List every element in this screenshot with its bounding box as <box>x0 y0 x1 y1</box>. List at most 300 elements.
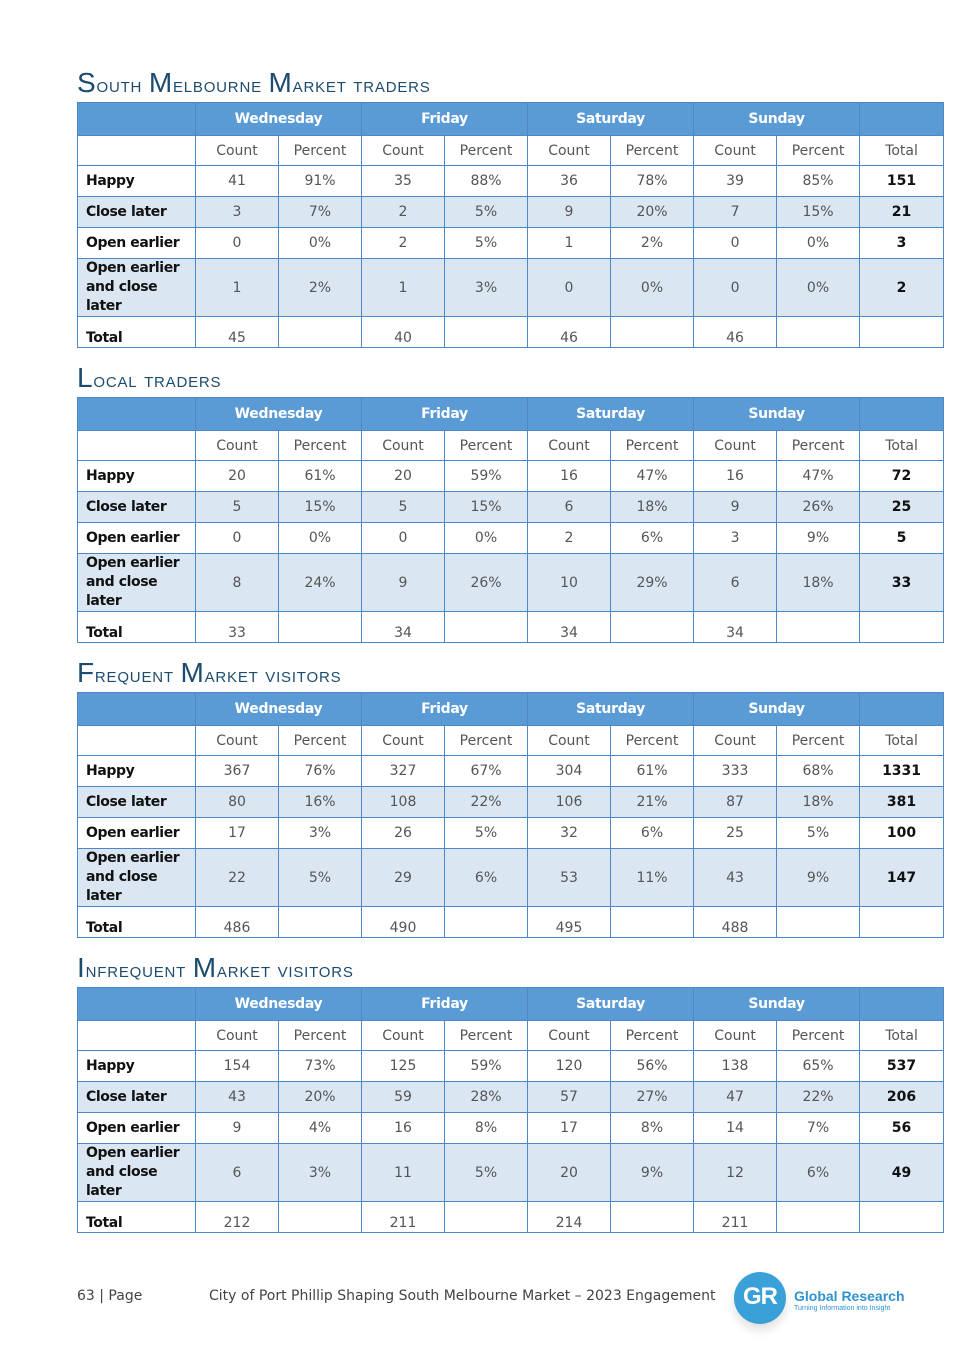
count-cell: 39 <box>694 166 777 197</box>
count-cell: 3 <box>196 197 279 228</box>
day-total-cell: 212 <box>196 1202 279 1233</box>
percent-cell: 26% <box>777 492 860 523</box>
percent-cell: 3% <box>279 818 362 849</box>
percent-cell: 6% <box>611 523 694 554</box>
count-header: Count <box>694 136 777 166</box>
table-row <box>78 756 944 787</box>
count-header: Count <box>694 431 777 461</box>
empty-cell <box>445 612 528 643</box>
row-total-cell: 100 <box>860 818 944 849</box>
day-total-cell: 490 <box>362 907 445 938</box>
row-label: Open earlier <box>78 523 196 554</box>
count-cell: 367 <box>196 756 279 787</box>
day-header: Friday <box>362 988 528 1021</box>
percent-cell: 6% <box>611 818 694 849</box>
percent-cell: 6% <box>445 849 528 907</box>
count-header: Count <box>362 431 445 461</box>
day-total-cell: 214 <box>528 1202 611 1233</box>
totals-row <box>78 317 944 348</box>
count-cell: 9 <box>362 554 445 612</box>
percent-cell: 9% <box>777 523 860 554</box>
totals-row <box>78 1202 944 1233</box>
count-cell: 53 <box>528 849 611 907</box>
count-cell: 16 <box>362 1113 445 1144</box>
percent-cell: 59% <box>445 461 528 492</box>
empty-cell <box>777 907 860 938</box>
empty-cell <box>777 317 860 348</box>
row-label: Happy <box>78 1051 196 1082</box>
day-header: Sunday <box>694 398 860 431</box>
count-cell: 9 <box>528 197 611 228</box>
day-header: Saturday <box>528 693 694 726</box>
count-cell: 125 <box>362 1051 445 1082</box>
day-total-cell: 33 <box>196 612 279 643</box>
day-header: Sunday <box>694 988 860 1021</box>
percent-cell: 68% <box>777 756 860 787</box>
day-header: Friday <box>362 103 528 136</box>
empty-cell <box>611 1202 694 1233</box>
count-cell: 32 <box>528 818 611 849</box>
percent-cell: 59% <box>445 1051 528 1082</box>
percent-cell: 85% <box>777 166 860 197</box>
percent-cell: 3% <box>279 1144 362 1202</box>
empty-cell <box>279 317 362 348</box>
document-title: City of Port Phillip Shaping South Melbourne Market – 2023 Engagement <box>209 1288 716 1304</box>
day-total-cell: 40 <box>362 317 445 348</box>
count-cell: 87 <box>694 787 777 818</box>
percent-cell: 9% <box>777 849 860 907</box>
percent-header: Percent <box>279 726 362 756</box>
empty-cell <box>860 317 944 348</box>
table-row <box>78 461 944 492</box>
percent-cell: 5% <box>279 849 362 907</box>
percent-cell: 47% <box>777 461 860 492</box>
table-row <box>78 554 944 612</box>
empty-cell <box>445 317 528 348</box>
logo-mark-icon <box>734 1272 786 1324</box>
count-cell: 0 <box>528 259 611 317</box>
table-row <box>78 849 944 907</box>
count-cell: 1 <box>362 259 445 317</box>
count-cell: 29 <box>362 849 445 907</box>
percent-cell: 15% <box>777 197 860 228</box>
count-cell: 0 <box>694 228 777 259</box>
total-header: Total <box>860 1021 944 1051</box>
header-blank <box>78 988 196 1021</box>
percent-cell: 6% <box>777 1144 860 1202</box>
percent-cell: 11% <box>611 849 694 907</box>
row-label: Happy <box>78 461 196 492</box>
percent-cell: 73% <box>279 1051 362 1082</box>
day-header: Friday <box>362 398 528 431</box>
percent-cell: 5% <box>445 197 528 228</box>
percent-cell: 8% <box>611 1113 694 1144</box>
percent-cell: 0% <box>611 259 694 317</box>
header-blank <box>78 726 196 756</box>
percent-cell: 28% <box>445 1082 528 1113</box>
empty-cell <box>279 907 362 938</box>
count-cell: 16 <box>694 461 777 492</box>
count-cell: 2 <box>362 228 445 259</box>
percent-cell: 0% <box>777 228 860 259</box>
day-header-row <box>78 988 944 1021</box>
percent-cell: 0% <box>777 259 860 317</box>
data-table <box>77 692 944 938</box>
row-total-cell: 537 <box>860 1051 944 1082</box>
table-row <box>78 166 944 197</box>
count-cell: 5 <box>362 492 445 523</box>
count-cell: 333 <box>694 756 777 787</box>
percent-cell: 22% <box>445 787 528 818</box>
empty-cell <box>611 907 694 938</box>
table-row <box>78 492 944 523</box>
row-label: Close later <box>78 1082 196 1113</box>
empty-cell <box>611 317 694 348</box>
day-header: Sunday <box>694 693 860 726</box>
day-header: Saturday <box>528 398 694 431</box>
header-blank <box>860 988 944 1021</box>
table-row <box>78 1051 944 1082</box>
count-cell: 5 <box>196 492 279 523</box>
count-cell: 35 <box>362 166 445 197</box>
logo-name: Global Research <box>794 1288 905 1304</box>
day-header: Wednesday <box>196 693 362 726</box>
totals-label: Total <box>78 612 196 643</box>
day-header: Saturday <box>528 103 694 136</box>
count-cell: 10 <box>528 554 611 612</box>
count-cell: 26 <box>362 818 445 849</box>
section-local-traders <box>77 359 943 643</box>
count-cell: 11 <box>362 1144 445 1202</box>
count-header: Count <box>362 726 445 756</box>
count-cell: 327 <box>362 756 445 787</box>
day-header-row <box>78 693 944 726</box>
percent-header: Percent <box>445 1021 528 1051</box>
count-cell: 9 <box>196 1113 279 1144</box>
row-total-cell: 49 <box>860 1144 944 1202</box>
count-header: Count <box>196 726 279 756</box>
percent-cell: 27% <box>611 1082 694 1113</box>
table-row <box>78 787 944 818</box>
header-blank <box>78 103 196 136</box>
data-table <box>77 987 944 1233</box>
percent-cell: 26% <box>445 554 528 612</box>
percent-header: Percent <box>445 726 528 756</box>
row-label: Open earlier and close later <box>78 849 196 907</box>
row-total-cell: 25 <box>860 492 944 523</box>
percent-cell: 20% <box>279 1082 362 1113</box>
percent-cell: 18% <box>611 492 694 523</box>
count-cell: 2 <box>362 197 445 228</box>
header-blank <box>860 693 944 726</box>
row-total-cell: 151 <box>860 166 944 197</box>
count-cell: 0 <box>196 228 279 259</box>
percent-cell: 5% <box>777 818 860 849</box>
day-header-row <box>78 398 944 431</box>
table-row <box>78 259 944 317</box>
percent-cell: 56% <box>611 1051 694 1082</box>
day-header: Wednesday <box>196 988 362 1021</box>
row-label: Happy <box>78 756 196 787</box>
percent-header: Percent <box>777 136 860 166</box>
header-blank <box>78 136 196 166</box>
percent-cell: 0% <box>279 228 362 259</box>
percent-cell: 7% <box>279 197 362 228</box>
table-row <box>78 523 944 554</box>
percent-header: Percent <box>445 431 528 461</box>
data-table <box>77 102 944 348</box>
row-label: Open earlier <box>78 228 196 259</box>
section-title: Local traders <box>77 362 222 393</box>
percent-cell: 16% <box>279 787 362 818</box>
totals-label: Total <box>78 1202 196 1233</box>
table-row <box>78 1082 944 1113</box>
row-label: Open earlier and close later <box>78 259 196 317</box>
header-blank <box>860 398 944 431</box>
percent-cell: 20% <box>611 197 694 228</box>
logo-mark-text: GR <box>743 1283 777 1310</box>
day-total-cell: 34 <box>694 612 777 643</box>
percent-header: Percent <box>777 726 860 756</box>
count-cell: 1 <box>196 259 279 317</box>
percent-cell: 22% <box>777 1082 860 1113</box>
count-header: Count <box>694 726 777 756</box>
page-number: 63 | Page <box>77 1288 143 1304</box>
row-total-cell: 147 <box>860 849 944 907</box>
count-header: Count <box>528 726 611 756</box>
day-header: Friday <box>362 693 528 726</box>
count-cell: 3 <box>694 523 777 554</box>
percent-cell: 61% <box>611 756 694 787</box>
totals-row <box>78 907 944 938</box>
row-label: Open earlier and close later <box>78 554 196 612</box>
count-cell: 20 <box>528 1144 611 1202</box>
row-total-cell: 2 <box>860 259 944 317</box>
count-cell: 108 <box>362 787 445 818</box>
percent-header: Percent <box>611 431 694 461</box>
count-header: Count <box>694 1021 777 1051</box>
data-table <box>77 397 944 643</box>
count-cell: 0 <box>196 523 279 554</box>
row-label: Open earlier <box>78 1113 196 1144</box>
table-row <box>78 1113 944 1144</box>
count-cell: 14 <box>694 1113 777 1144</box>
empty-cell <box>279 612 362 643</box>
subheader-row <box>78 136 944 166</box>
percent-cell: 8% <box>445 1113 528 1144</box>
table-row <box>78 197 944 228</box>
count-cell: 138 <box>694 1051 777 1082</box>
count-cell: 16 <box>528 461 611 492</box>
row-total-cell: 1331 <box>860 756 944 787</box>
count-cell: 36 <box>528 166 611 197</box>
section-infrequent-market-visitors <box>77 949 943 1233</box>
row-total-cell: 5 <box>860 523 944 554</box>
percent-cell: 91% <box>279 166 362 197</box>
count-cell: 0 <box>362 523 445 554</box>
day-total-cell: 211 <box>362 1202 445 1233</box>
totals-label: Total <box>78 317 196 348</box>
percent-cell: 29% <box>611 554 694 612</box>
percent-cell: 78% <box>611 166 694 197</box>
percent-cell: 7% <box>777 1113 860 1144</box>
total-header: Total <box>860 431 944 461</box>
section-south-melbourne-market-traders <box>77 64 943 348</box>
count-cell: 1 <box>528 228 611 259</box>
percent-header: Percent <box>445 136 528 166</box>
percent-cell: 0% <box>279 523 362 554</box>
count-header: Count <box>362 1021 445 1051</box>
row-total-cell: 21 <box>860 197 944 228</box>
total-header: Total <box>860 726 944 756</box>
day-total-cell: 46 <box>694 317 777 348</box>
percent-header: Percent <box>279 136 362 166</box>
percent-cell: 2% <box>611 228 694 259</box>
percent-cell: 15% <box>279 492 362 523</box>
percent-header: Percent <box>611 1021 694 1051</box>
percent-cell: 65% <box>777 1051 860 1082</box>
day-total-cell: 211 <box>694 1202 777 1233</box>
percent-header: Percent <box>611 136 694 166</box>
percent-cell: 2% <box>279 259 362 317</box>
totals-row <box>78 612 944 643</box>
percent-cell: 61% <box>279 461 362 492</box>
row-total-cell: 56 <box>860 1113 944 1144</box>
percent-cell: 9% <box>611 1144 694 1202</box>
count-cell: 12 <box>694 1144 777 1202</box>
count-cell: 47 <box>694 1082 777 1113</box>
count-cell: 7 <box>694 197 777 228</box>
count-cell: 9 <box>694 492 777 523</box>
count-cell: 17 <box>196 818 279 849</box>
section-title: Frequent Market visitors <box>77 657 342 688</box>
count-cell: 8 <box>196 554 279 612</box>
count-cell: 43 <box>694 849 777 907</box>
row-label: Open earlier <box>78 818 196 849</box>
count-cell: 20 <box>362 461 445 492</box>
day-header: Saturday <box>528 988 694 1021</box>
day-total-cell: 34 <box>528 612 611 643</box>
empty-cell <box>445 1202 528 1233</box>
header-blank <box>78 1021 196 1051</box>
day-header: Wednesday <box>196 398 362 431</box>
day-header-row <box>78 103 944 136</box>
empty-cell <box>777 1202 860 1233</box>
subheader-row <box>78 431 944 461</box>
percent-cell: 5% <box>445 818 528 849</box>
percent-cell: 5% <box>445 1144 528 1202</box>
empty-cell <box>860 907 944 938</box>
logo-tagline: Turning Information into Insight <box>794 1305 891 1312</box>
count-header: Count <box>362 136 445 166</box>
percent-cell: 15% <box>445 492 528 523</box>
subheader-row <box>78 1021 944 1051</box>
count-cell: 17 <box>528 1113 611 1144</box>
day-total-cell: 34 <box>362 612 445 643</box>
empty-cell <box>611 612 694 643</box>
row-label: Close later <box>78 787 196 818</box>
percent-header: Percent <box>777 1021 860 1051</box>
header-blank <box>860 103 944 136</box>
count-cell: 304 <box>528 756 611 787</box>
count-cell: 25 <box>694 818 777 849</box>
percent-cell: 5% <box>445 228 528 259</box>
row-label: Happy <box>78 166 196 197</box>
count-header: Count <box>196 431 279 461</box>
percent-header: Percent <box>279 1021 362 1051</box>
empty-cell <box>777 612 860 643</box>
header-blank <box>78 398 196 431</box>
count-header: Count <box>528 431 611 461</box>
percent-cell: 21% <box>611 787 694 818</box>
percent-header: Percent <box>611 726 694 756</box>
header-blank <box>78 693 196 726</box>
empty-cell <box>860 612 944 643</box>
row-total-cell: 381 <box>860 787 944 818</box>
empty-cell <box>445 907 528 938</box>
totals-label: Total <box>78 907 196 938</box>
percent-cell: 3% <box>445 259 528 317</box>
percent-cell: 47% <box>611 461 694 492</box>
count-cell: 59 <box>362 1082 445 1113</box>
row-label: Close later <box>78 492 196 523</box>
count-header: Count <box>528 1021 611 1051</box>
percent-header: Percent <box>279 431 362 461</box>
count-cell: 120 <box>528 1051 611 1082</box>
count-header: Count <box>528 136 611 166</box>
count-cell: 106 <box>528 787 611 818</box>
row-total-cell: 206 <box>860 1082 944 1113</box>
count-cell: 6 <box>528 492 611 523</box>
empty-cell <box>279 1202 362 1233</box>
day-total-cell: 45 <box>196 317 279 348</box>
row-label: Open earlier and close later <box>78 1144 196 1202</box>
global-research-logo <box>734 1272 914 1336</box>
count-cell: 154 <box>196 1051 279 1082</box>
table-row <box>78 1144 944 1202</box>
row-total-cell: 33 <box>860 554 944 612</box>
total-header: Total <box>860 136 944 166</box>
day-total-cell: 486 <box>196 907 279 938</box>
count-cell: 22 <box>196 849 279 907</box>
percent-header: Percent <box>777 431 860 461</box>
percent-cell: 18% <box>777 787 860 818</box>
count-header: Count <box>196 136 279 166</box>
day-total-cell: 46 <box>528 317 611 348</box>
section-title: South Melbourne Market traders <box>77 67 431 98</box>
percent-cell: 0% <box>445 523 528 554</box>
count-cell: 6 <box>694 554 777 612</box>
day-header: Wednesday <box>196 103 362 136</box>
day-header: Sunday <box>694 103 860 136</box>
percent-cell: 4% <box>279 1113 362 1144</box>
count-cell: 20 <box>196 461 279 492</box>
day-total-cell: 495 <box>528 907 611 938</box>
count-header: Count <box>196 1021 279 1051</box>
table-row <box>78 228 944 259</box>
subheader-row <box>78 726 944 756</box>
row-total-cell: 3 <box>860 228 944 259</box>
count-cell: 80 <box>196 787 279 818</box>
section-title: Infrequent Market visitors <box>77 952 354 983</box>
header-blank <box>78 431 196 461</box>
percent-cell: 67% <box>445 756 528 787</box>
count-cell: 41 <box>196 166 279 197</box>
percent-cell: 18% <box>777 554 860 612</box>
row-label: Close later <box>78 197 196 228</box>
percent-cell: 24% <box>279 554 362 612</box>
count-cell: 0 <box>694 259 777 317</box>
